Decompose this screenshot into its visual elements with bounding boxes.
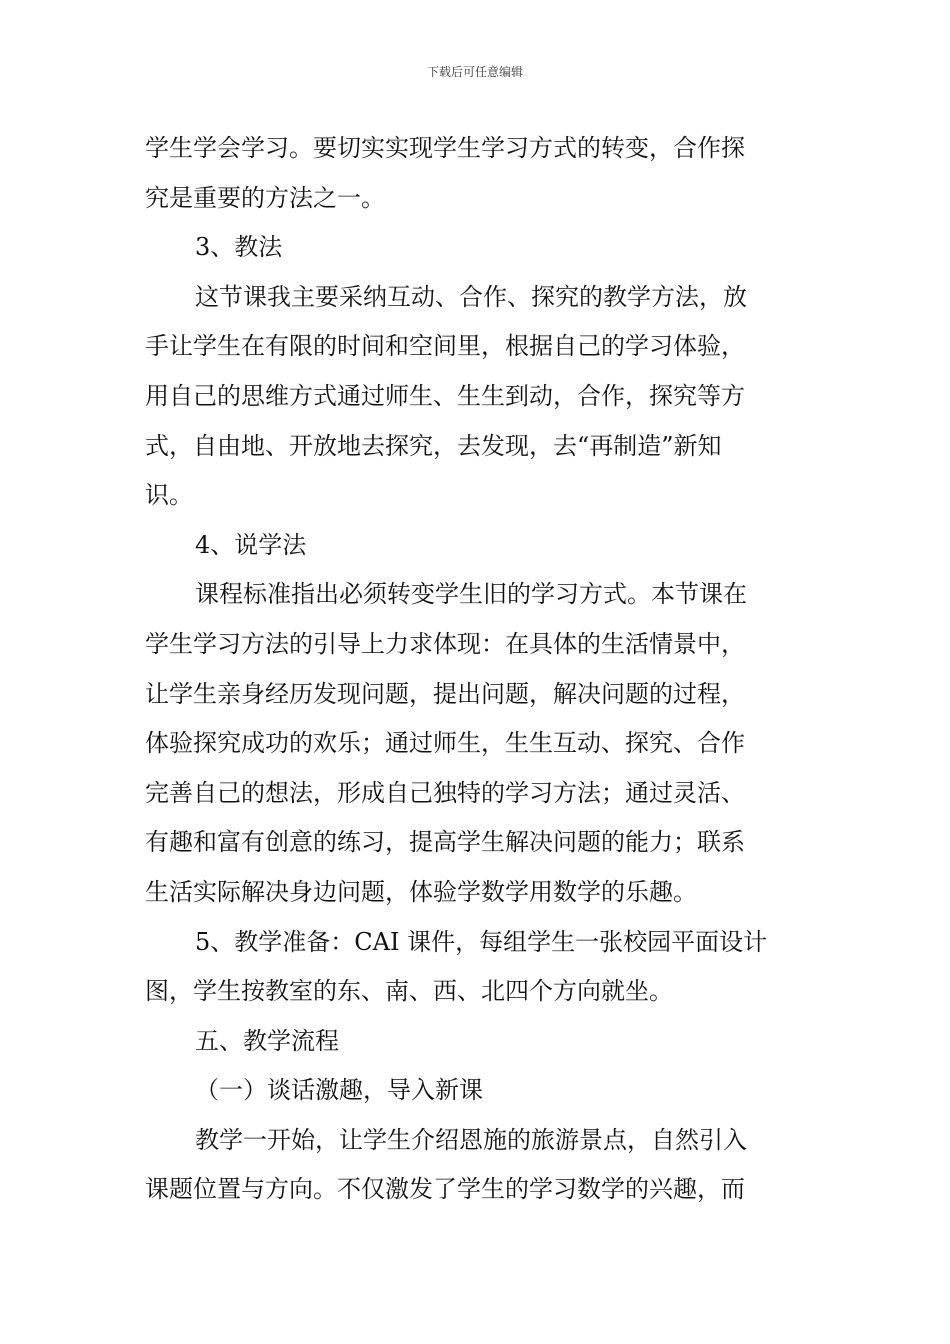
text-line: 图，学生按教室的东、南、西、北四个方向就坐。 [145,977,673,1006]
section-heading: 4、说学法 [195,530,307,559]
text-line: 课程标准指出必须转变学生旧的学习方式。本节课在 [195,580,747,609]
text-line: 用自己的思维方式通过师生、生生到动，合作，探究等方 [145,381,745,410]
text-line: 学生学习方法的引导上力求体现：在具体的生活情景中， [145,629,745,658]
text-line: 完善自己的想法，形成自己独特的学习方法；通过灵活、 [145,778,745,807]
text-line: 究是重要的方法之一。 [145,183,385,212]
text-line: 生活实际解决身边问题，体验学数学用数学的乐趣。 [145,877,697,906]
page-header: 下载后可任意编辑 [426,65,523,79]
section-heading: 五、教学流程 [195,1026,339,1055]
text-line: 教学一开始，让学生介绍恩施的旅游景点，自然引入 [195,1125,747,1154]
text-line: 体验探究成功的欢乐；通过师生，生生互动、探究、合作 [145,729,745,758]
text-line: 式，自由地、开放地去探究，去发现，去“再制造”新知 [145,431,722,460]
section-heading: （一）谈话激趣，导入新课 [195,1076,483,1105]
text-line: 让学生亲身经历发现问题，提出问题，解决问题的过程， [145,679,745,708]
text-line: 这节课我主要采纳互动、合作、探究的教学方法，放 [195,282,747,311]
document-body [145,124,807,1215]
text-line: 学生学会学习。要切实实现学生学习方式的转变，合作探 [145,134,745,162]
text-line: 有趣和富有创意的练习，提高学生解决问题的能力；联系 [145,828,745,857]
text-line: 识。 [145,481,193,510]
section-heading: 5、教学准备：CAI 课件，每组学生一张校园平面设计 [195,927,768,956]
section-heading: 3、教法 [195,233,283,262]
text-line: 手让学生在有限的时间和空间里，根据自己的学习体验， [145,332,745,361]
text-line: 课题位置与方向。不仅激发了学生的学习数学的兴趣，而 [145,1175,745,1204]
